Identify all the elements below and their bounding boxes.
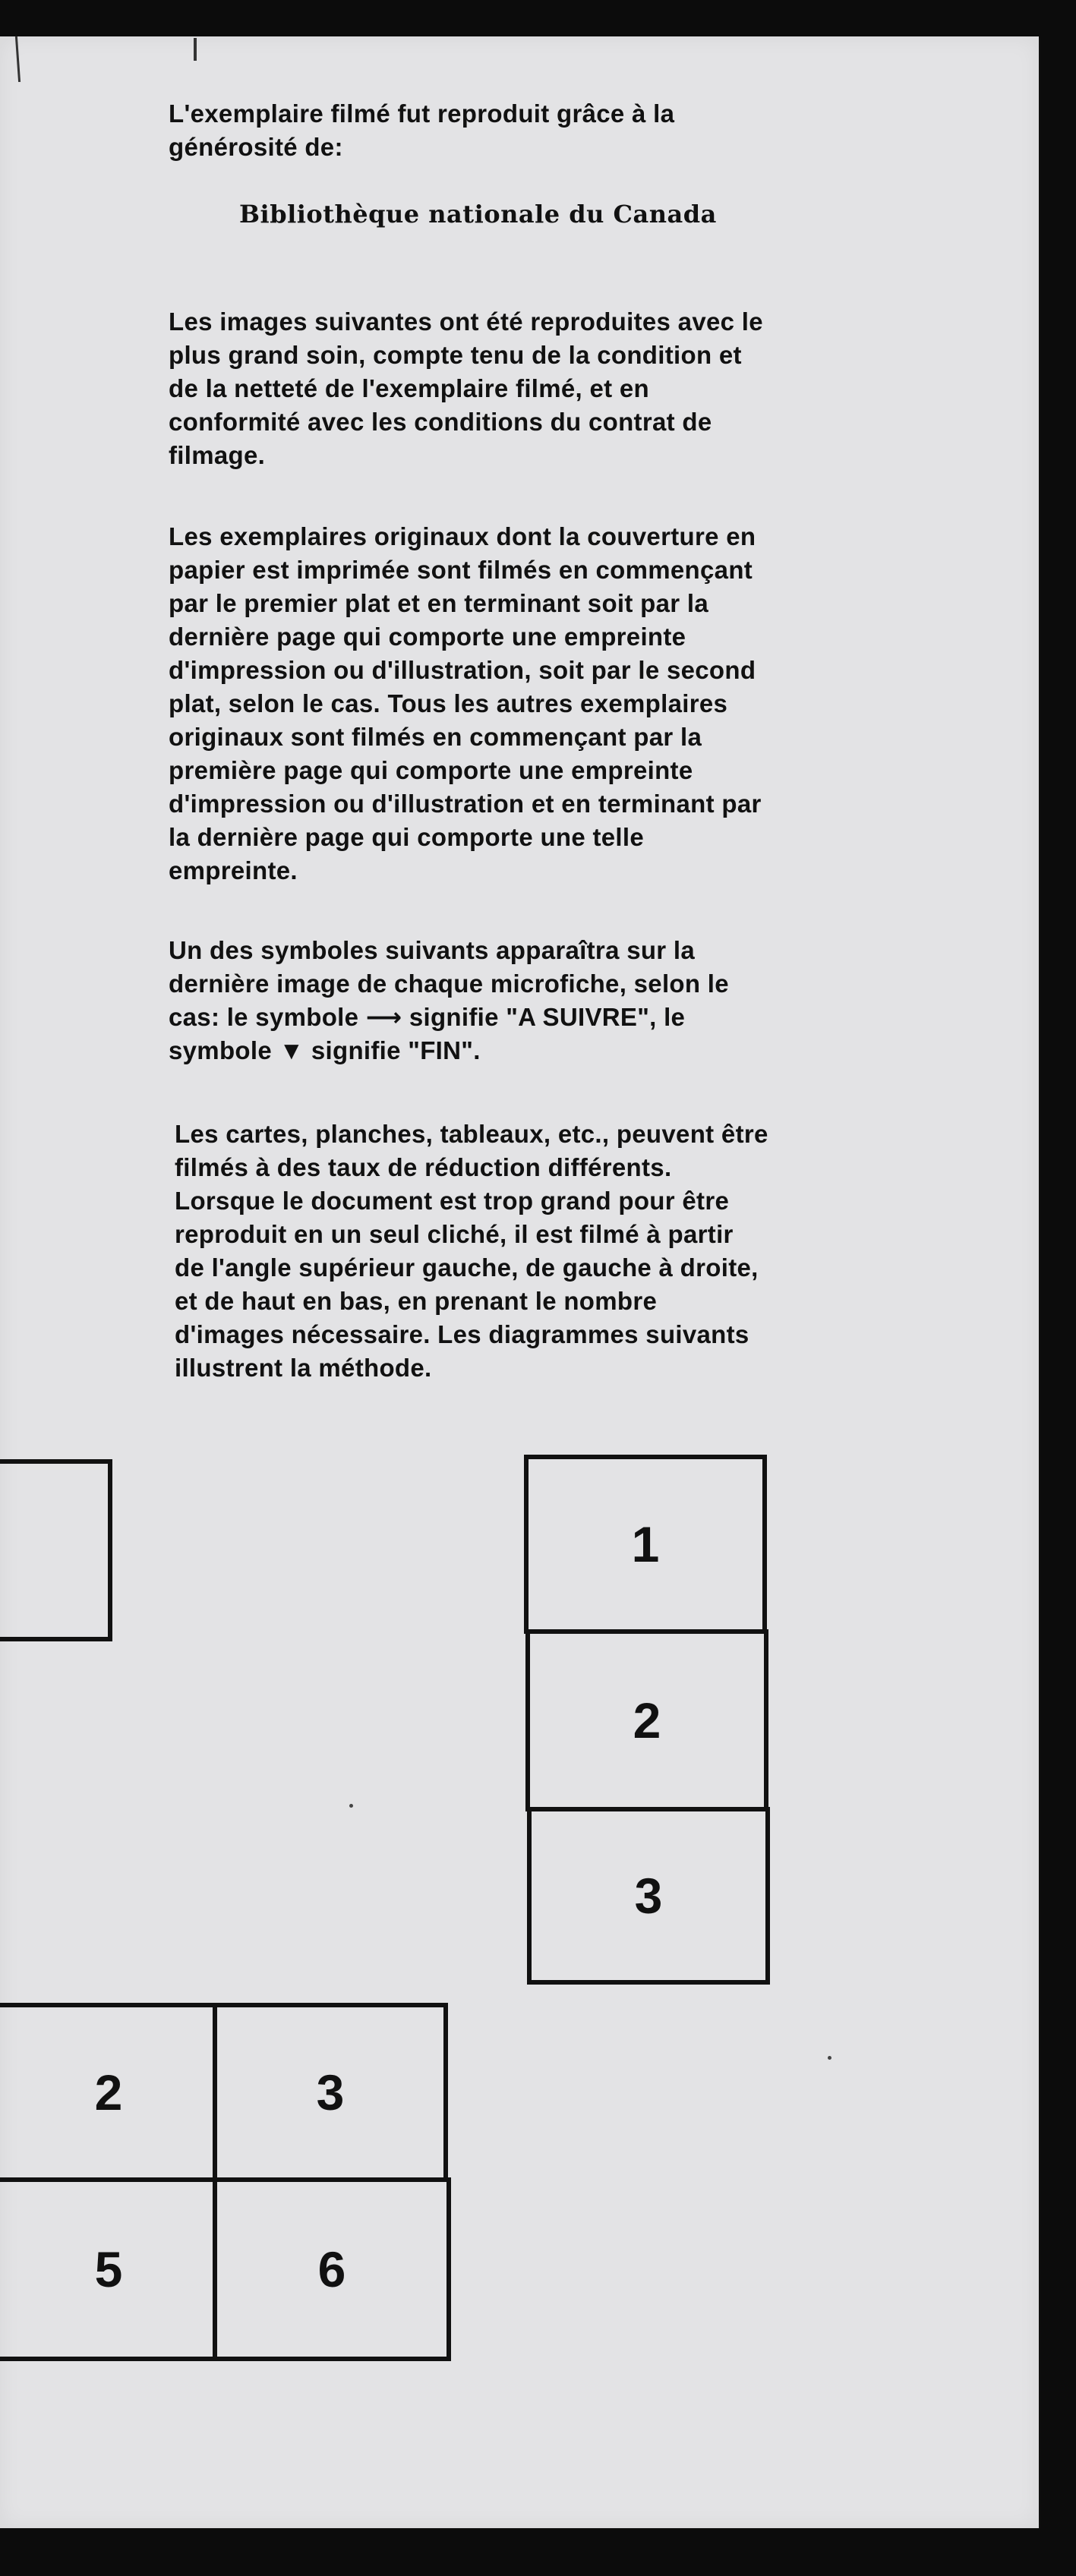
- frame-number: 2: [94, 2064, 123, 2120]
- film-speck: [828, 2056, 831, 2060]
- intro-line-1: L'exemplaire filmé fut reproduit grâce à la: [169, 99, 675, 128]
- paragraph-3-text: Un des symboles suivants apparaîtra sur la dernière image de chaque microfiche, selon le cas: le symbole ⟶ signifie "A SUIVRE", le symbole ▼ signifie "FIN".: [169, 936, 729, 1064]
- paragraph-reproduction-notice: [169, 305, 958, 472]
- library-name: Bibliothèque nationale du Canada: [239, 200, 717, 229]
- partial-frame-box: [0, 1459, 112, 1641]
- paragraph-symbols: [169, 934, 958, 1067]
- film-speck: [349, 1804, 353, 1808]
- vertical-frame-2: [525, 1629, 768, 1811]
- paragraph-maps-method: [175, 1118, 964, 1385]
- film-scratch: [194, 38, 197, 61]
- grid-frame-3: [213, 2003, 448, 2182]
- frame-number: 2: [633, 1692, 661, 1748]
- paragraph-1-text: Les images suivantes ont été reproduites avec le plus grand soin, compte tenu de la condition et de la netteté de l'exemplaire filmé, et en conformité avec les conditions du contrat de filmage.: [169, 307, 763, 469]
- frame-number: 3: [316, 2064, 345, 2120]
- frame-number: 3: [634, 1868, 663, 1924]
- film-scratch: [15, 36, 21, 82]
- grid-frame-6: [213, 2177, 451, 2361]
- vertical-frame-1: [524, 1455, 767, 1634]
- intro-text: [169, 97, 958, 164]
- frame-number: 5: [94, 2241, 123, 2297]
- film-frame-top: [0, 0, 1076, 38]
- frame-number: 1: [631, 1516, 660, 1572]
- film-frame-bottom: [0, 2528, 1076, 2576]
- vertical-frame-3: [527, 1807, 770, 1985]
- paragraph-4-text: Les cartes, planches, tableaux, etc., peuvent être filmés à des taux de réduction différents. Lorsque le document est trop grand pour être reproduit en un seul cliché, il est filmé à partir de l'angle supérieur gauche, de gauche à droite, et de haut en bas, en prenant le nombre d'images nécessaire. Les diagrammes suivants illustrent la méthode.: [175, 1120, 768, 1382]
- paragraph-2-text: Les exemplaires originaux dont la couverture en papier est imprimée sont filmés en commençant par le premier plat et en terminant soit par la dernière page qui comporte une empreinte d'impression ou d'illustration, soit par le second plat, selon le cas. Tous les autres exemplaires originaux sont filmés en commençant par la première page qui comporte une empreinte d'impression ou d'illustration et en terminant par la dernière page qui comporte une telle empreinte.: [169, 522, 762, 884]
- film-frame-right: [1040, 0, 1076, 2576]
- grid-frame-5: [0, 2177, 217, 2361]
- paragraph-filming-order: [169, 520, 958, 888]
- intro-line-2: générosité de:: [169, 133, 343, 161]
- grid-frame-2: [0, 2003, 217, 2182]
- frame-number: 6: [317, 2241, 346, 2297]
